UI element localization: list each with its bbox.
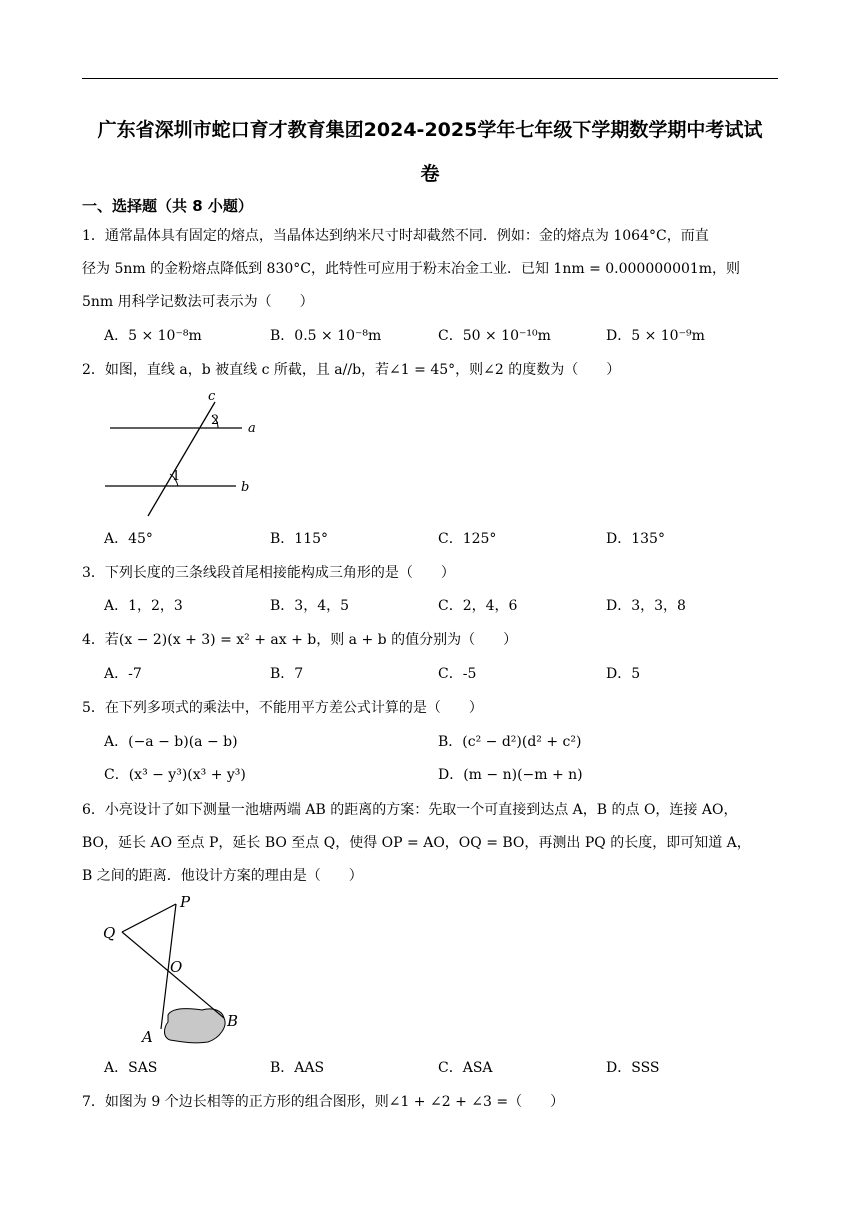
- q2-option-d[interactable]: D．135°: [606, 531, 665, 547]
- q3-line1: 3．下列长度的三条线段首尾相接能构成三角形的是（ ）: [82, 565, 455, 581]
- label-Q: Q: [103, 924, 116, 942]
- q6-line1: 6．小亮设计了如下测量一池塘两端 AB 的距离的方案：先取一个可直接到达点 A，B 的点 O，连接 AO，: [82, 802, 738, 818]
- q4-option-b[interactable]: B．7: [270, 666, 304, 682]
- q5-option-a[interactable]: A．(−a − b)(a − b): [104, 734, 238, 750]
- q1-option-a[interactable]: A．5 × 10⁻⁸m: [104, 328, 202, 344]
- doc-title-line1: 广东省深圳市蛇口育才教育集团2024-2025学年七年级下学期数学期中考试试: [97, 119, 763, 141]
- q3-option-d[interactable]: D．3，3，8: [606, 598, 686, 614]
- label-A: A: [142, 1028, 153, 1046]
- q6-line3: B 之间的距离．他设计方案的理由是（ ）: [82, 868, 363, 884]
- q6-line2: BO，延长 AO 至点 P，延长 BO 至点 Q，使得 OP = AO，OQ = BO，再测出 PQ 的长度，即可知道 A，: [82, 835, 751, 851]
- q5-line1: 5．在下列多项式的乘法中，不能用平方差公式计算的是（ ）: [82, 700, 483, 716]
- q6-option-c[interactable]: C．ASA: [438, 1060, 493, 1076]
- label-O: O: [170, 958, 183, 976]
- q3-option-a[interactable]: A．1，2，3: [104, 598, 183, 614]
- section-heading: 一、选择题（共 8 小题）: [82, 197, 253, 215]
- q2-option-a[interactable]: A．45°: [104, 531, 153, 547]
- q6-figure: [98, 892, 258, 1052]
- q1-option-d[interactable]: D．5 × 10⁻⁹m: [606, 328, 705, 344]
- q2-line1: 2．如图，直线 a，b 被直线 c 所截，且 a//b，若∠1 = 45°，则∠2 的度数为（ ）: [82, 362, 621, 378]
- q3-option-c[interactable]: C．2，4，6: [438, 598, 518, 614]
- label-2: 2: [211, 413, 220, 428]
- q2-option-b[interactable]: B．115°: [270, 531, 329, 547]
- q4-line1: 4．若(x − 2)(x + 3) = x² + ax + b，则 a + b 的值分别为（ ）: [82, 632, 518, 648]
- q1-option-c[interactable]: C．50 × 10⁻¹⁰m: [438, 328, 551, 344]
- q4-option-a[interactable]: A．-7: [104, 666, 142, 682]
- segment-qp: [122, 904, 176, 932]
- q2-figure: [100, 388, 270, 518]
- q2-option-c[interactable]: C．125°: [438, 531, 497, 547]
- label-B: B: [227, 1012, 239, 1030]
- label-P: P: [180, 893, 191, 911]
- q5-option-c[interactable]: C．(x³ − y³)(x³ + y³): [104, 767, 246, 783]
- q1-line1: 1．通常晶体具有固定的熔点，当晶体达到纳米尺寸时却截然不同．例如：金的熔点为 1064°C，而直: [82, 228, 709, 244]
- label-b: b: [241, 480, 250, 495]
- top-rule: [82, 78, 778, 79]
- q6-option-b[interactable]: B．AAS: [270, 1060, 325, 1076]
- q1-line3: 5nm 用科学记数法可表示为（ ）: [82, 294, 314, 310]
- line-c: [148, 402, 215, 516]
- q4-option-d[interactable]: D．5: [606, 666, 641, 682]
- label-a: a: [248, 421, 256, 436]
- q3-option-b[interactable]: B．3，4，5: [270, 598, 350, 614]
- pond-shape: [165, 1009, 226, 1043]
- q6-option-d[interactable]: D．SSS: [606, 1060, 660, 1076]
- label-1: 1: [172, 469, 181, 484]
- q7-line1: 7．如图为 9 个边长相等的正方形的组合图形，则∠1 + ∠2 + ∠3 =（ ）: [82, 1094, 565, 1110]
- q5-option-b[interactable]: B．(c² − d²)(d² + c²): [438, 734, 582, 750]
- label-c: c: [208, 389, 216, 404]
- q4-option-c[interactable]: C．-5: [438, 666, 477, 682]
- q1-option-b[interactable]: B．0.5 × 10⁻⁸m: [270, 328, 382, 344]
- q1-line2: 径为 5nm 的金粉熔点降低到 830°C，此特性可应用于粉末冶金工业．已知 1nm = 0.000000001m，则: [82, 261, 741, 277]
- q5-option-d[interactable]: D．(m − n)(−m + n): [438, 767, 583, 783]
- q6-option-a[interactable]: A．SAS: [104, 1060, 158, 1076]
- doc-title-line2: 卷: [420, 163, 440, 185]
